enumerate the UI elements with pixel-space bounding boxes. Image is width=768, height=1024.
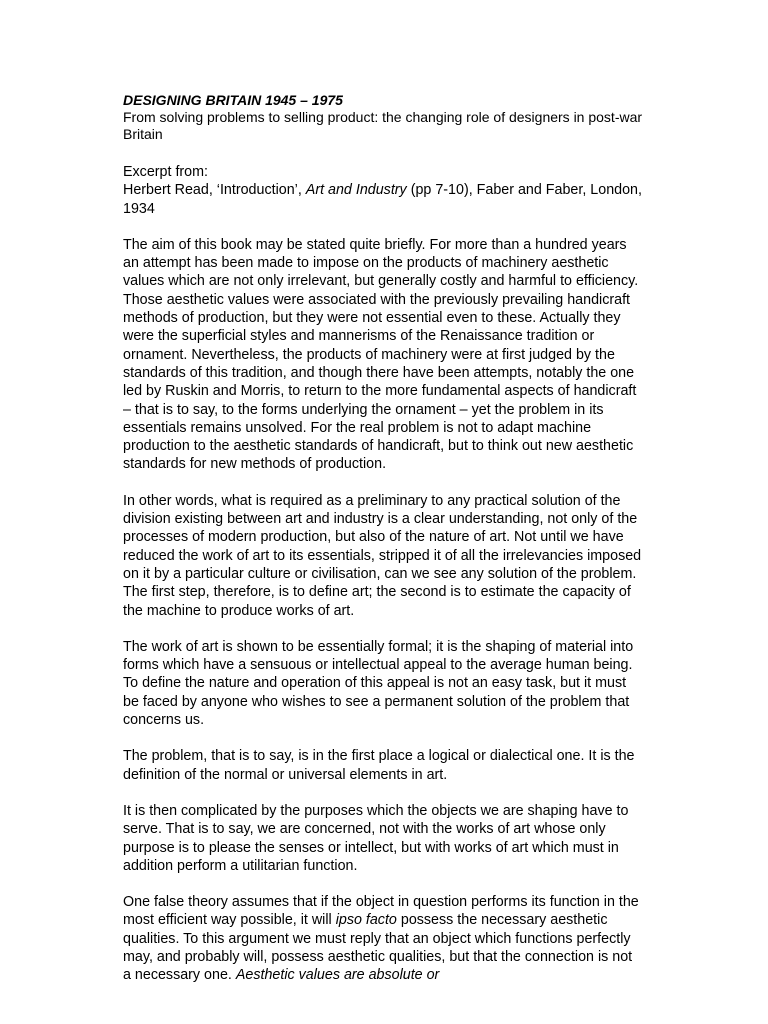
excerpt-label: Excerpt from: — [123, 164, 209, 180]
excerpt-source — [123, 181, 643, 218]
paragraph-6-part-1: One false theory assumes that if the object in question performs its function in the most efficient way possible, it will — [123, 894, 639, 929]
paragraph-text: In other words, what is required as a preliminary to any practical solution of the division existing between art and industry is a clear understanding, not only of the processes of modern production, but also of the nature of art. Not until we have reduced the work of art to its essentials, stripped it of all the irrelevancies imposed on it by a particular culture or civilisation, can we see any solution of the problem. The first step, therefore, is to define art; the second is to estimate the capacity of the machine to produce works of art. — [123, 492, 642, 619]
paragraph-2 — [123, 492, 643, 620]
paragraph-3 — [123, 638, 643, 729]
document-title: DESIGNING BRITAIN 1945 – 1975 — [123, 92, 343, 108]
paragraph-text: The aim of this book may be stated quite briefly. For more than a hundred years an attempt has been made to impose on the products of machinery aesthetic values which are not only irrelevant, but generally costly and harmful to efficiency. Those aesthetic values were associated with the previously prevailing handicraft methods of production, but they were not essential even to these. Actually they were the superficial styles and mannerisms of the Renaissance tradition or ornament. Nevertheless, the products of machinery were at first judged by the standards of this tradition, and though there have been attempts, notably the one led by Ruskin and Morris, to return to the more fundamental aspects of handicraft – that is to say, to the forms underlying the ornament – yet the problem in its essentials remains unsolved. For the real problem is not to adapt machine production to the aesthetic standards of handicraft, but to think out new aesthetic standards for new methods of production. — [123, 236, 639, 473]
paragraph-6 — [123, 893, 643, 984]
paragraph-text — [123, 893, 643, 984]
paragraph-4 — [123, 747, 643, 784]
source-book-title: Art and Industry — [305, 182, 407, 199]
excerpt-citation — [123, 163, 643, 218]
document-subtitle: From solving problems to selling product: the changing role of designers in post-war Britain — [123, 109, 643, 142]
paragraph-1 — [123, 236, 643, 474]
paragraph-text: The problem, that is to say, is in the first place a logical or dialectical one. It is the definition of the normal or universal elements in art. — [123, 748, 635, 783]
paragraph-text: It is then complicated by the purposes which the objects we are shaping have to serve. That is to say, we are concerned, not with the works of art whose only purpose is to please the senses or intellect, but with works of art which must in addition perform a utilitarian function. — [123, 802, 629, 874]
paragraph-text: The work of art is shown to be essentially formal; it is the shaping of material into forms which have a sensuous or intellectual appeal to the average human being. To define the nature and operation of this appeal is not an easy task, but it must be faced by anyone who wishes to see a permanent solution of the problem that concerns us. — [123, 638, 634, 729]
source-details: (pp 7-10), Faber and Faber, London, 1934 — [123, 182, 642, 217]
paragraph-6-part-2: possess the necessary aesthetic qualities. To this argument we must reply that an object which functions perfectly may, and probably will, possess aesthetic qualities, but that the connection is not a necessary one. — [123, 912, 633, 984]
paragraph-5 — [123, 802, 643, 875]
document-body — [123, 92, 643, 985]
ipso-facto-italic: ipso facto — [335, 912, 397, 929]
source-author: Herbert Read, ‘Introduction’, — [123, 182, 306, 199]
paragraph-6-italic-end: Aesthetic values are absolute or — [235, 967, 440, 984]
